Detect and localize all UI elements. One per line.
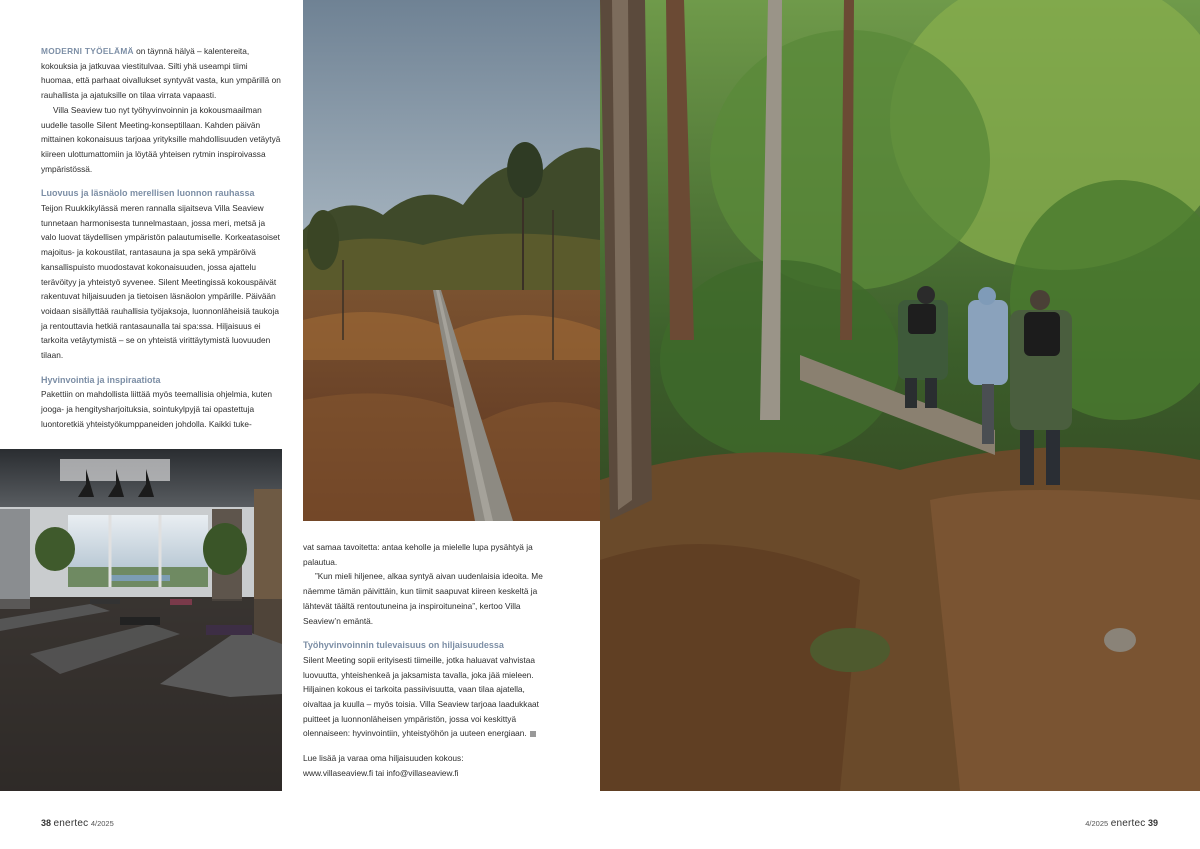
intro-paragraph: MODERNI TYÖELÄMÄ on täynnä hälyä – kalentereita, kokouksia ja jatkuvaa viestitulvaa. Silti yhä useampi tiimi huomaa, että parhaat oivallukset syntyvät vasta, kun ympärillä on rauhallista ja ajatuksille on tilaa virrata vapaasti. (41, 46, 281, 101)
left-footer (41, 818, 114, 829)
issue-number: 4/2025 (90, 819, 114, 828)
body-paragraph: vat samaa tavoitetta: antaa keholle ja mielelle lupa pysähtyä ja palautua. (303, 542, 533, 567)
contact-info (303, 751, 547, 780)
right-footer (1085, 818, 1158, 829)
intro-lead: MODERNI TYÖELÄMÄ (41, 46, 134, 56)
contact-links[interactable]: www.villaseaview.fi tai info@villaseaview.fi (303, 767, 459, 778)
forest-hikers-photo (600, 0, 1200, 791)
section-heading: Työhyvinvoinnin tulevaisuus on hiljaisuudessa (303, 640, 504, 651)
issue-number: 4/2025 (1085, 819, 1109, 828)
page-number: 39 (1147, 818, 1158, 828)
yoga-room-photo (0, 449, 282, 791)
body-paragraph: Silent Meeting sopii erityisesti tiimeille, jotka haluavat vahvistaa luovuutta, yhteishenkeä ja jaksamista tavalla, joka jää mieleen. Hiljainen kokous ei tarkoita passiivisuutta, vaan tilaa ajatella, oivaltaa ja kuulla – myös toisia. Villa Seaview tarjoaa laadukkaat puitteet ja luonnonläheisen ympäristön, jossa voi keskittyä olennaiseen: hyvinvointiin, yhteistyöhön ja uuteen energiaan. (303, 654, 539, 739)
body-paragraph: Pakettiin on mahdollista liittää myös teemallisia ohjelmia, kuten jooga- ja hengitysharjoituksia, sointukylpyjä tai opastettuja luontoretkiä yhteistyökumppaneiden johdolla. Kaikki tuke- (41, 389, 273, 429)
end-mark-icon (530, 731, 536, 737)
page-number: 38 (41, 818, 52, 828)
magazine-name: enertec (53, 818, 89, 829)
body-paragraph: Teijon Ruukkikylässä meren rannalla sijaitseva Villa Seaview tunnetaan harmonisesta tunnelmastaan, jossa meri, metsä ja valo luovat täydellisen ympäristön palautumiselle. Korkeatasoiset majoitus- ja kokoustilat, rantasauna ja spa sekä ympäröivä kansallispuisto muodostavat kokonaisuuden, jossa ajattelu terävöityy ja yhteistyö syvenee. Silent Meetingissä kokouspäivät rakentuvat hiljaisuuden ja tietoisen läsnäolon ympärille. Päivään voidaan sisällyttää rauhallisia työjaksoja, luonnonläheisiä taukoja ja rentouttavia hetkiä rantasaunalla tai spa:ssa. Hiljaisuus ei tarkoita vetäytymistä – se on yhteistä virittäytymistä luovuuden tilaan. (41, 203, 280, 361)
section-heading: Luovuus ja läsnäolo merellisen luonnon rauhassa (41, 188, 255, 199)
magazine-name: enertec (1110, 818, 1146, 829)
middle-text-column (303, 540, 547, 781)
section-heading: Hyvinvointia ja inspiraatiota (41, 374, 161, 385)
boardwalk-bog-photo (303, 0, 600, 521)
body-paragraph: Villa Seaview tuo nyt työhyvinvoinnin ja kokousmaailman uudelle tasolle Silent Meeting-konseptillaan. Kahden päivän mittainen kokonaisuus tarjoaa yrityksille mahdollisuuden vetäytyä kiireen ulottumattomiin ja löytää yhteisen rytmin inspiroivassa ympäristössä. (41, 104, 281, 174)
quote-paragraph: ”Kun mieli hiljenee, alkaa syntyä aivan uudenlaisia ideoita. Me näemme tämän päivittäin, kun tiimit saapuvat kiireen keskeltä ja lähtevät täältä rentoutuneina ja inspiroituneina”, kertoo Villa Seaview’n emäntä. (303, 571, 543, 626)
left-text-column (41, 44, 281, 432)
contact-line: Lue lisää ja varaa oma hiljaisuuden kokous: (303, 753, 464, 764)
